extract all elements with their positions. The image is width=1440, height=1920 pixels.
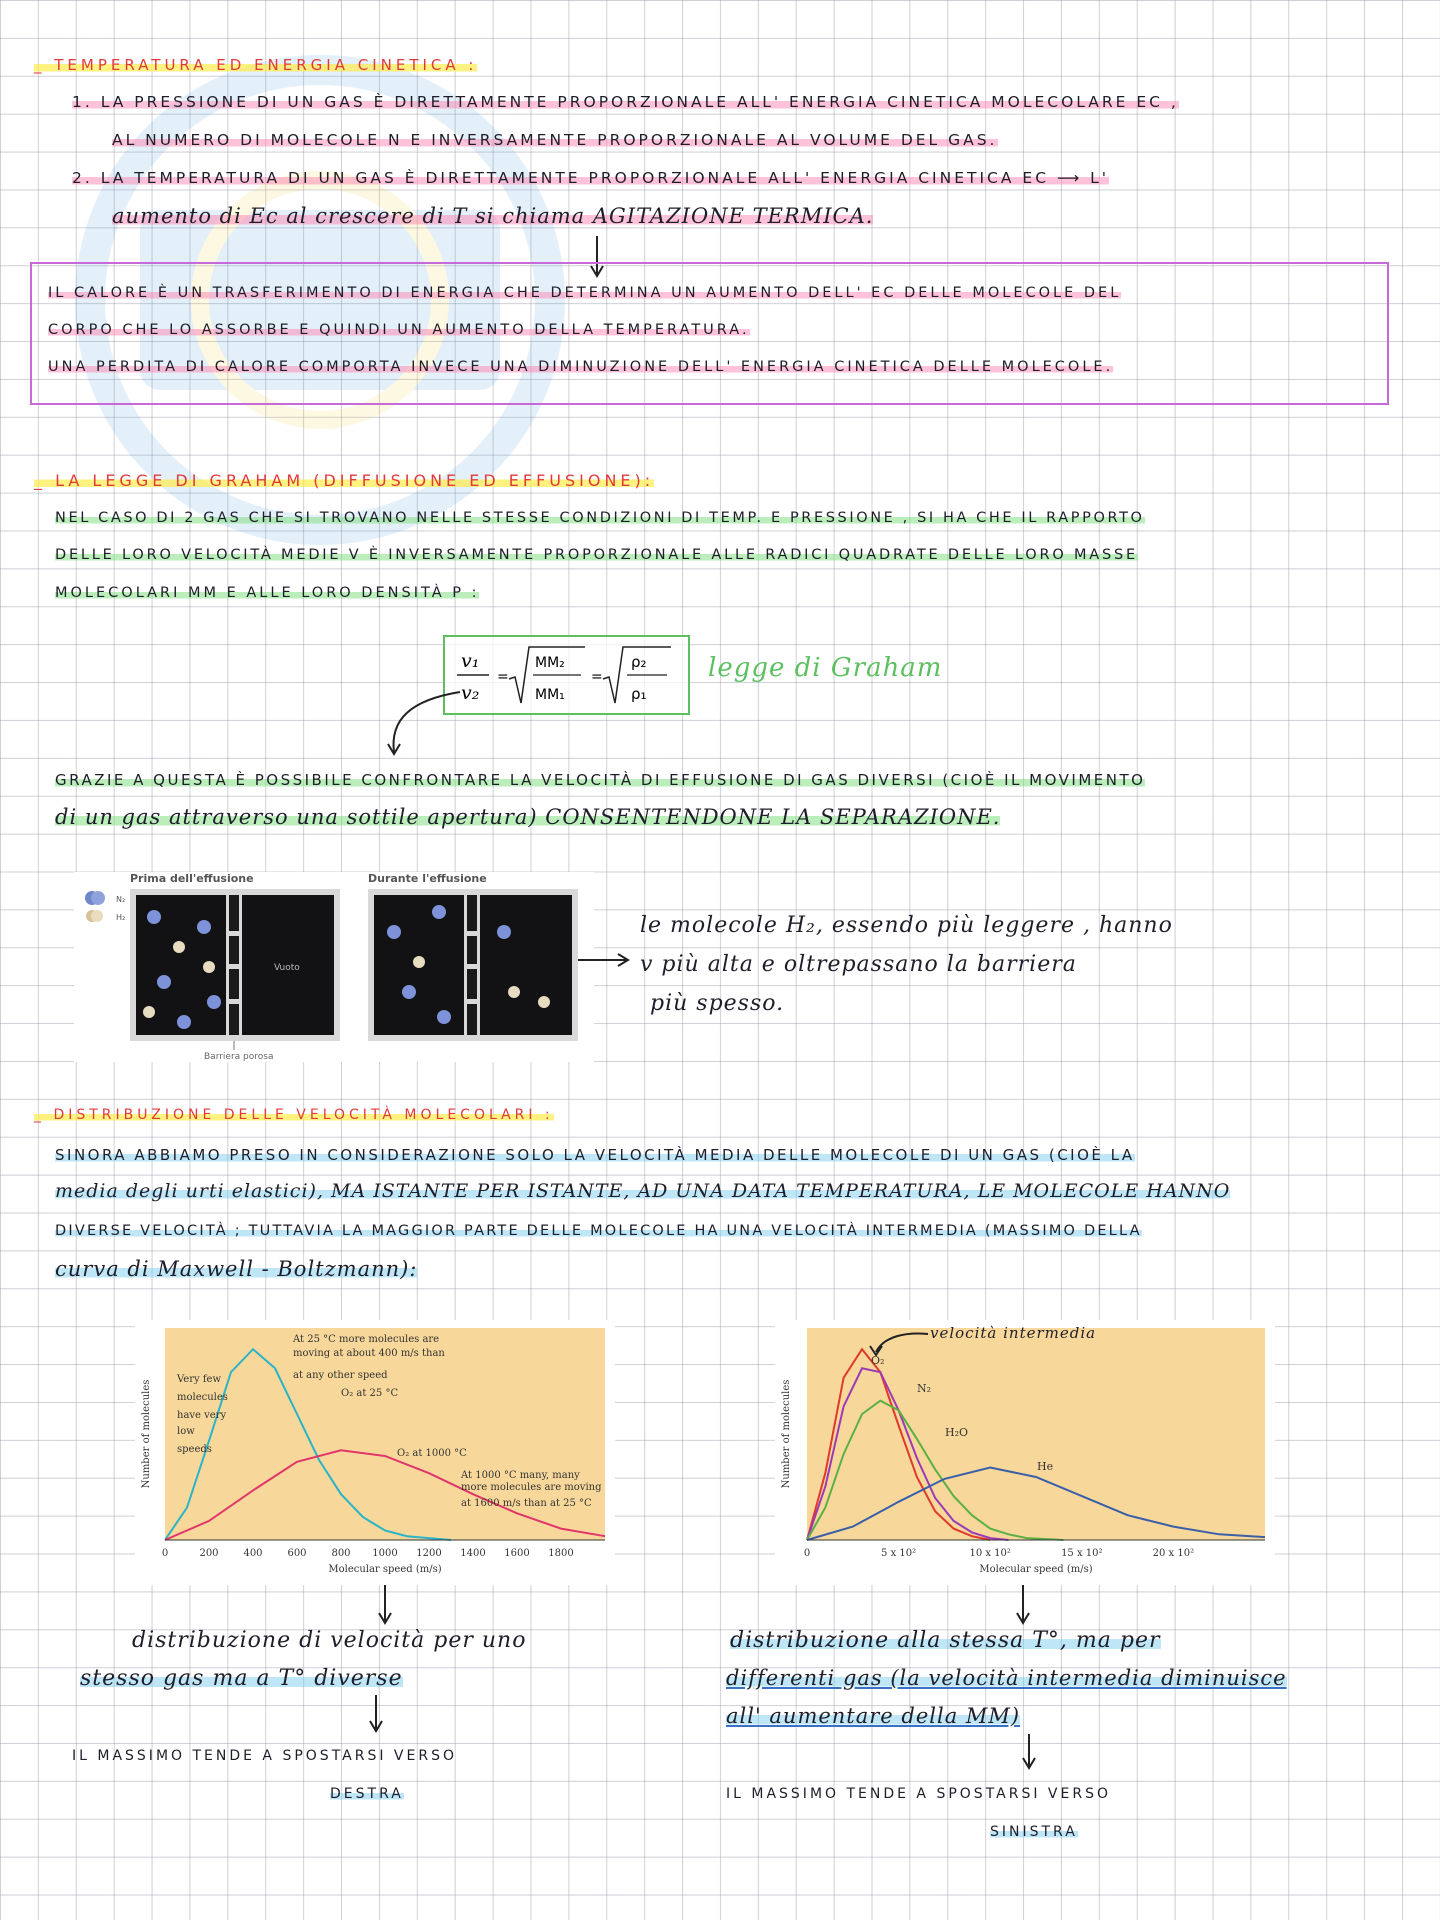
chart-annotation: at any other speed [293,1370,388,1381]
label-during-effusion: Durante l'effusione [368,872,487,885]
formula-eq-1: = [497,669,509,685]
x-tick-label: 400 [243,1548,263,1559]
formula-eq-2: = [591,669,603,685]
curved-arrow-icon [380,690,470,760]
down-arrow-icon [1022,1734,1036,1772]
distribution-line-3: DIVERSE VELOCITÀ ; TUTTAVIA LA MAGGIOR PARTE DELLE MOLECOLE HA UNA VELOCITÀ INTERMEDIA (MASSIMO DELLA [55,1223,1142,1239]
x-tick-label: 0 [161,1548,169,1559]
x-tick-label: 1800 [548,1548,574,1559]
formula-v1: v₁ [461,650,480,672]
left-conclusion-line-1: IL MASSIMO TENDE A SPOSTARSI VERSO [72,1748,457,1764]
distribution-line-2: media degli urti elastici), MA ISTANTE PER ISTANTE, AD UNA DATA TEMPERATURA, LE MOLECOLE HANNO [55,1180,1231,1202]
right-caption-line-2: differenti gas (la velocità intermedia diminuisce [726,1666,1287,1690]
chart-annotation: moving at about 400 m/s than [293,1348,445,1359]
series-label: O₂ [871,1354,885,1367]
x-tick-label: 1000 [372,1548,398,1559]
y-axis-label: Number of molecules [781,1379,792,1489]
x-tick-label: 20 x 10² [1152,1548,1195,1559]
statement-2-line-1: 2. LA TEMPERATURA DI UN GAS È DIRETTAMENTE PROPORZIONALE ALL' ENERGIA CINETICA EC ⟶ L' [72,169,1109,187]
section-title-temperature: _ TEMPERATURA ED ENERGIA CINETICA : [34,56,478,74]
label-before-effusion: Prima dell'effusione [130,872,254,885]
chart-annotation: Very few [177,1374,222,1385]
chart-annotation: At 25 °C more molecules are [293,1334,440,1345]
x-tick-label: 600 [287,1548,307,1559]
down-arrow-icon [369,1695,383,1735]
chart-annotation: O₂ at 1000 °C [397,1448,467,1459]
formula-mm2: MM₂ [535,655,565,671]
graham-consequence-line-1: GRAZIE A QUESTA È POSSIBILE CONFRONTARE LA VELOCITÀ DI EFFUSIONE DI GAS DIVERSI (CIOÈ IL MOVIMENTO [55,771,1146,789]
chart-annotation: O₂ at 25 °C [341,1388,399,1399]
graham-line-2: DELLE LORO VELOCITÀ MEDIE V È INVERSAMENTE PROPORZIONALE ALLE RADICI QUADRATE DELLE LORO MASSE [55,547,1138,563]
series-label: H₂O [945,1426,969,1439]
x-tick-label: 1200 [416,1548,442,1559]
heat-box-line-2: CORPO CHE LO ASSORBE E QUINDI UN AUMENTO DELLA TEMPERATURA. [48,322,750,338]
legend-n2: N₂ [116,895,126,904]
section-title-graham: _ LA LEGGE DI GRAHAM (DIFFUSIONE ED EFFUSIONE): [34,471,655,490]
formula-mm1: MM₁ [535,687,565,703]
legend-h2: H₂ [116,913,126,922]
graham-line-1: NEL CASO DI 2 GAS CHE SI TROVANO NELLE STESSE CONDIZIONI DI TEMP. E PRESSIONE , SI HA CHE IL RAPPORTO [55,510,1145,526]
heat-box-line-3: UNA PERDITA DI CALORE COMPORTA INVECE UNA DIMINUZIONE DELL' ENERGIA CINETICA DELLE MOLECOLE. [48,359,1114,375]
formula-v2: v₂ [461,682,480,704]
handnote-intermediate-speed: velocità intermedia [930,1324,1097,1342]
distribution-line-1: SINORA ABBIAMO PRESO IN CONSIDERAZIONE SOLO LA VELOCITÀ MEDIA DELLE MOLECOLE DI UN GAS (CIOÈ LA [55,1146,1135,1164]
label-vuoto: Vuoto [274,963,300,973]
chart-annotation: at 1600 m/s than at 25 °C [461,1498,592,1509]
right-caption-line-3: all' aumentare della MM) [726,1704,1021,1728]
x-tick-label: 1400 [460,1548,486,1559]
graham-line-3: MOLECOLARI MM E ALLE LORO DENSITÀ Ρ : [55,585,480,601]
formula-rho2: ρ₂ [631,653,647,671]
chart-annotation: At 1000 °C many, many [461,1470,580,1481]
x-tick-label: 1600 [504,1548,530,1559]
down-arrow-icon [378,1585,392,1627]
left-caption-line-2: stesso gas ma a T° diverse [80,1666,403,1691]
graham-consequence-line-2: di un gas attraverso una sottile apertura) CONSENTENDONE LA SEPARAZIONE. [55,805,1001,829]
series-label: N₂ [917,1382,932,1395]
right-caption-line-1: distribuzione alla stessa T°, ma per [730,1628,1161,1653]
chart-annotation: more molecules are moving [461,1482,602,1493]
chart-annotation: molecules [177,1392,228,1403]
label-barrier: Barriera porosa [204,1052,274,1062]
x-tick-label: 0 [803,1548,811,1559]
x-tick-label: 10 x 10² [969,1548,1011,1559]
statement-1-line-2: AL NUMERO DI MOLECOLE N E INVERSAMENTE PROPORZIONALE AL VOLUME DEL GAS. [112,131,998,149]
x-tick-label: 800 [331,1548,351,1559]
chart-annotation: speeds [177,1444,212,1455]
effusion-note-line-1: le molecole H₂, essendo più leggere , hanno [640,913,1173,938]
chart-different-gases-same-temp [775,1320,1275,1585]
distribution-line-4: curva di Maxwell - Boltzmann): [55,1257,418,1281]
effusion-note-line-3: più spesso. [650,991,785,1016]
right-conclusion-line-2: SINISTRA [990,1824,1078,1840]
formula-rho1: ρ₁ [631,685,647,703]
right-conclusion-line-1: IL MASSIMO TENDE A SPOSTARSI VERSO [726,1786,1111,1802]
graham-formula-box [443,635,690,715]
chart-same-gas-different-temp [135,1320,615,1585]
x-tick-label: 5 x 10² [881,1548,917,1559]
section-title-distribution: _ DISTRIBUZIONE DELLE VELOCITÀ MOLECOLARI : [34,1107,554,1123]
effusion-note-line-2: v più alta e oltrepassano la barriera [640,952,1077,977]
x-axis-label: Molecular speed (m/s) [979,1564,1093,1575]
left-caption-line-1: distribuzione di velocità per uno [132,1628,527,1653]
x-tick-label: 200 [199,1548,219,1559]
y-axis-label: Number of molecules [141,1379,152,1489]
left-conclusion-line-2: DESTRA [330,1786,404,1802]
effusion-figure [74,872,594,1062]
statement-1-line-1: 1. LA PRESSIONE DI UN GAS È DIRETTAMENTE PROPORZIONALE ALL' ENERGIA CINETICA MOLECOLARE EC , [72,93,1179,111]
chart-annotation: low [177,1426,195,1437]
heat-box-line-1: IL CALORE È UN TRASFERIMENTO DI ENERGIA CHE DETERMINA UN AUMENTO DELL' EC DELLE MOLECOLE DEL [48,285,1122,301]
chart-annotation: have very [177,1410,227,1421]
x-axis-label: Molecular speed (m/s) [328,1564,442,1575]
series-label: He [1037,1460,1054,1473]
right-arrow-icon [578,953,632,967]
x-tick-label: 15 x 10² [1061,1548,1103,1559]
down-arrow-icon [1016,1585,1030,1627]
statement-2-line-2: aumento di Ec al crescere di T si chiama AGITAZIONE TERMICA. [112,204,874,228]
graham-law-label: legge di Graham [708,653,943,683]
curved-arrow-icon [866,1328,936,1358]
graham-formula [445,637,688,713]
